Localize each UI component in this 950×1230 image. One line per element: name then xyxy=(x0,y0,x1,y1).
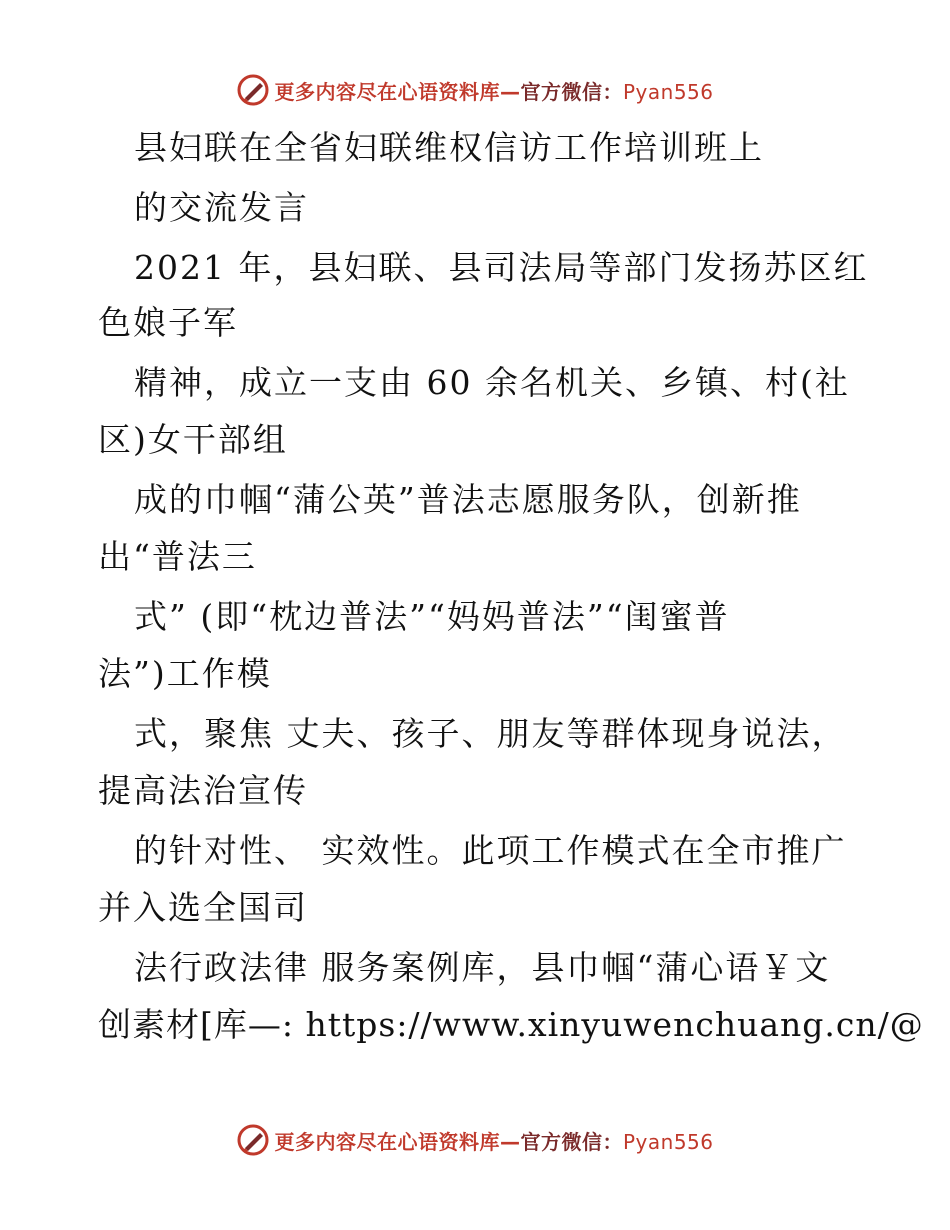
watermark-text xyxy=(274,76,713,105)
paragraph-line: 的针对性、 实效性。此项工作模式在全市推广 xyxy=(134,831,847,870)
paragraph-line: 出“普法三 xyxy=(98,537,257,576)
paragraph-line: 成的巾帼“蒲公英”普法志愿服务队，创新推 xyxy=(134,480,802,519)
watermark-brand: 更多内容尽在心语资料库 xyxy=(274,1129,500,1154)
paragraph-line: 2021 年，县妇联、县司法局等部门发扬苏区红 xyxy=(134,248,869,287)
pen-logo-icon xyxy=(236,1123,270,1157)
watermark-wechat-id: Pyan556 xyxy=(622,79,714,104)
paragraph-line-url: 创素材[库—: https://www.xinyuwenchuang.cn/@ xyxy=(98,1005,924,1044)
watermark-wechat-id: Pyan556 xyxy=(622,1129,714,1154)
paragraph-line: 式，聚焦 丈夫、孩子、朋友等群体现身说法， xyxy=(134,714,847,753)
watermark-wechat-label: 官方微信： xyxy=(520,1129,623,1154)
paragraph-line: 并入选全国司 xyxy=(98,888,308,927)
paragraph-line: 法”)工作模 xyxy=(98,654,272,693)
footer-watermark xyxy=(0,1120,950,1160)
watermark-wechat-label: 官方微信： xyxy=(520,79,623,104)
title-line-1: 县妇联在全省妇联维权信访工作培训班上 xyxy=(134,128,764,167)
paragraph-line: 式” (即“枕边普法”“妈妈普法”“闺蜜普 xyxy=(134,597,730,636)
paragraph-line: 法行政法律 服务案例库，县巾帼“蒲心语￥文 xyxy=(134,948,831,987)
paragraph-line: 精神，成立一支由 60 余名机关、乡镇、村(社 xyxy=(134,363,850,402)
paragraph-line: 色娘子军 xyxy=(98,303,238,342)
watermark-text xyxy=(274,1126,713,1155)
paragraph-line: 区)女干部组 xyxy=(98,420,288,459)
paragraph-line: 提高法治宣传 xyxy=(98,771,308,810)
watermark-dash: — xyxy=(499,1129,521,1154)
pen-logo-icon xyxy=(236,73,270,107)
header-watermark xyxy=(0,70,950,110)
title-line-2: 的交流发言 xyxy=(134,188,309,227)
watermark-brand: 更多内容尽在心语资料库 xyxy=(274,79,500,104)
watermark-dash: — xyxy=(499,79,521,104)
